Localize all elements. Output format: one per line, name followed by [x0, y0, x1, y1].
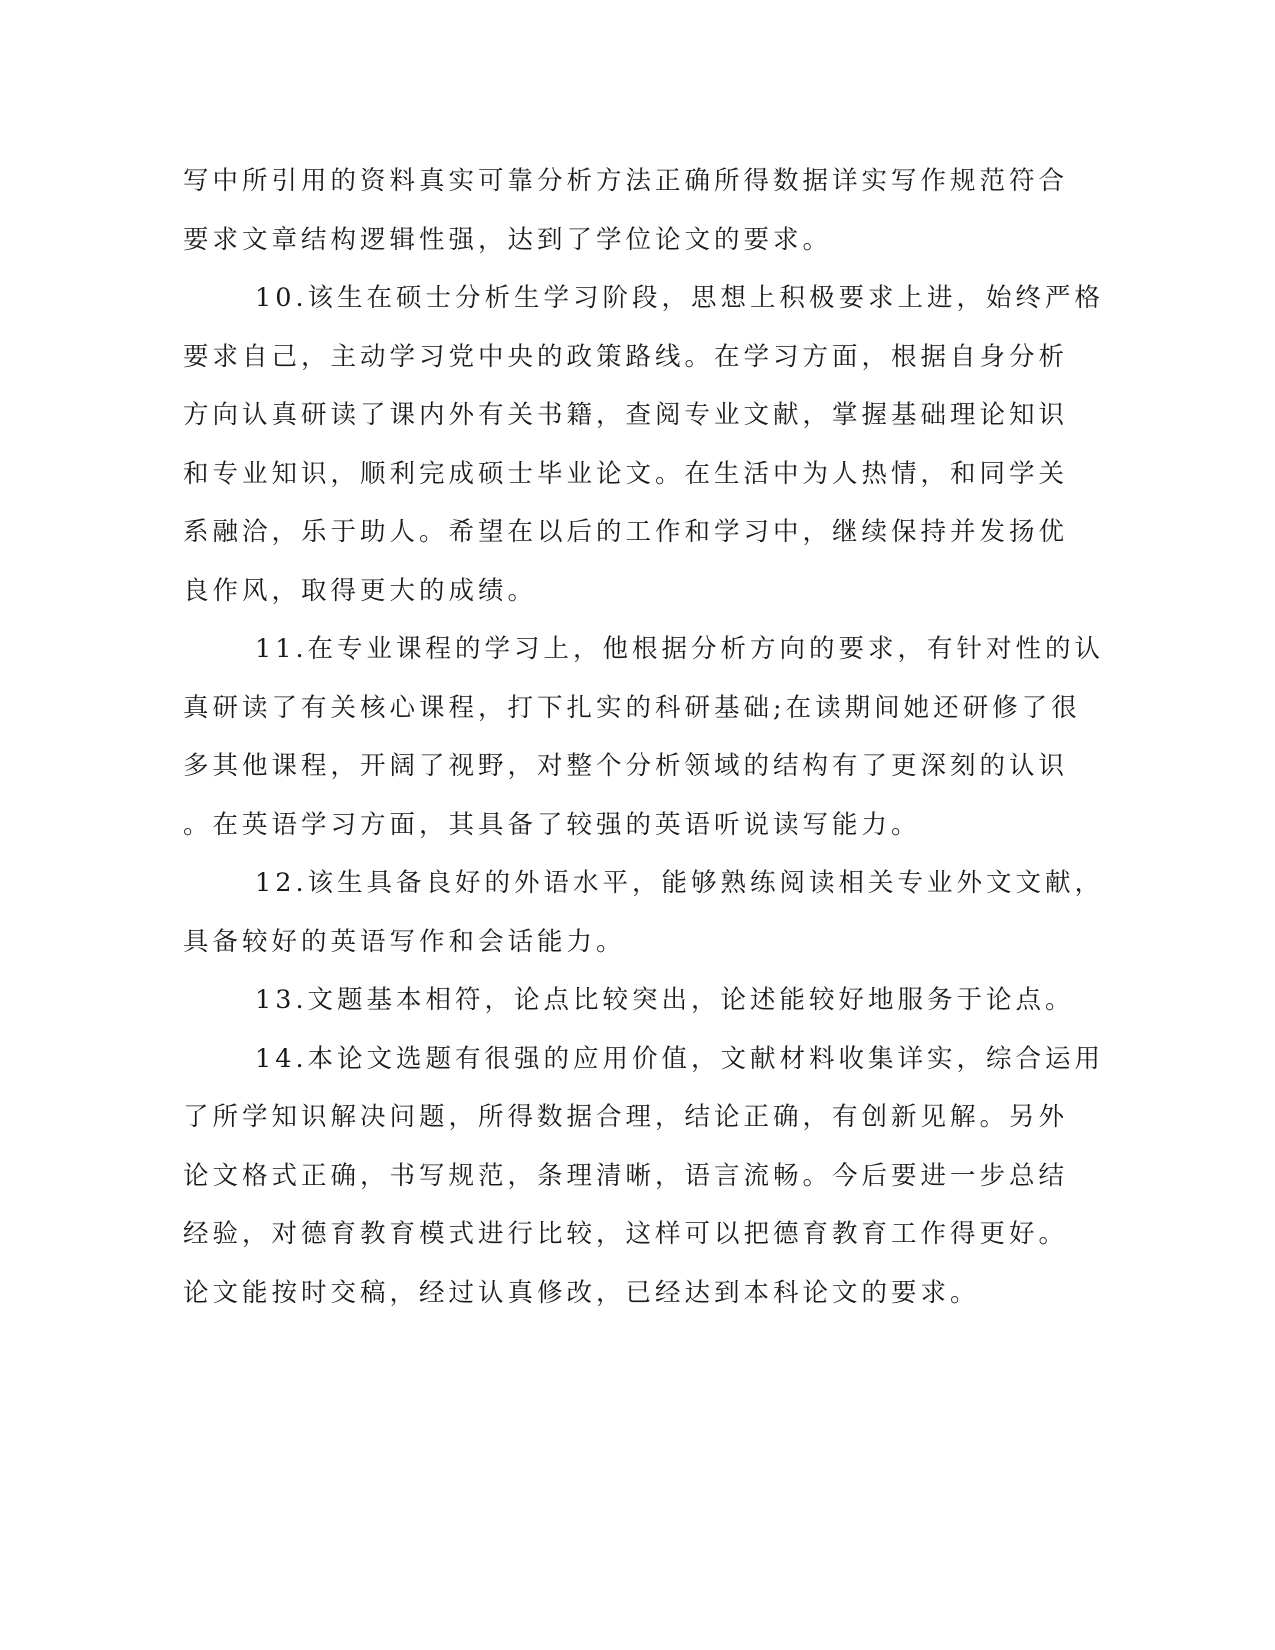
paragraph-12-first-line: 12.该生具备良好的外语水平，能够熟练阅读相关专业外文文献， — [255, 868, 1105, 898]
text-line: 真研读了有关核心课程，打下扎实的科研基础;在读期间她还研修了很 — [183, 692, 1081, 723]
text-line: 和专业知识，顺利完成硕士毕业论文。在生活中为人热情，和同学关 — [183, 458, 1069, 489]
text-line: 论文能按时交稿，经过认真修改，已经达到本科论文的要求。 — [183, 1277, 980, 1308]
text-line: 了所学知识解决问题，所得数据合理，结论正确，有创新见解。另外 — [183, 1102, 1069, 1132]
paragraph-11-first-line: 11.在专业课程的学习上，他根据分析方向的要求，有针对性的认 — [255, 634, 1105, 664]
text-line: 论文格式正确，书写规范，条理清晰，语言流畅。今后要进一步总结 — [183, 1160, 1069, 1191]
text-line: 经验，对德育教育模式进行比较，这样可以把德育教育工作得更好。 — [183, 1219, 1069, 1249]
text-line: 良作风，取得更大的成绩。 — [183, 575, 538, 606]
document-body — [183, 160, 1105, 1330]
text-line: 多其他课程，开阔了视野，对整个分析领域的结构有了更深刻的认识 — [183, 751, 1069, 781]
paragraph-10-first-line: 10.该生在硕士分析生学习阶段，思想上积极要求上进，始终严格 — [255, 283, 1105, 313]
text-line: 写中所引用的资料真实可靠分析方法正确所得数据详实写作规范符合 — [183, 166, 1069, 196]
text-line: 具备较好的英语写作和会话能力。 — [183, 926, 626, 957]
text-line: 。在英语学习方面，其具备了较强的英语听说读写能力。 — [183, 809, 921, 840]
text-line: 要求自己，主动学习党中央的政策路线。在学习方面，根据自身分析 — [183, 341, 1069, 372]
text-line: 要求文章结构逻辑性强，达到了学位论文的要求。 — [183, 224, 833, 255]
paragraph-14-first-line: 14.本论文选题有很强的应用价值，文献材料收集详实，综合运用 — [255, 1043, 1105, 1074]
text-line: 方向认真研读了课内外有关书籍，查阅专业文献，掌握基础理论知识 — [183, 400, 1069, 430]
text-line: 系融洽，乐于助人。希望在以后的工作和学习中，继续保持并发扬优 — [183, 517, 1069, 547]
paragraph-13-first-line: 13.文题基本相符，论点比较突出，论述能较好地服务于论点。 — [255, 985, 1075, 1015]
